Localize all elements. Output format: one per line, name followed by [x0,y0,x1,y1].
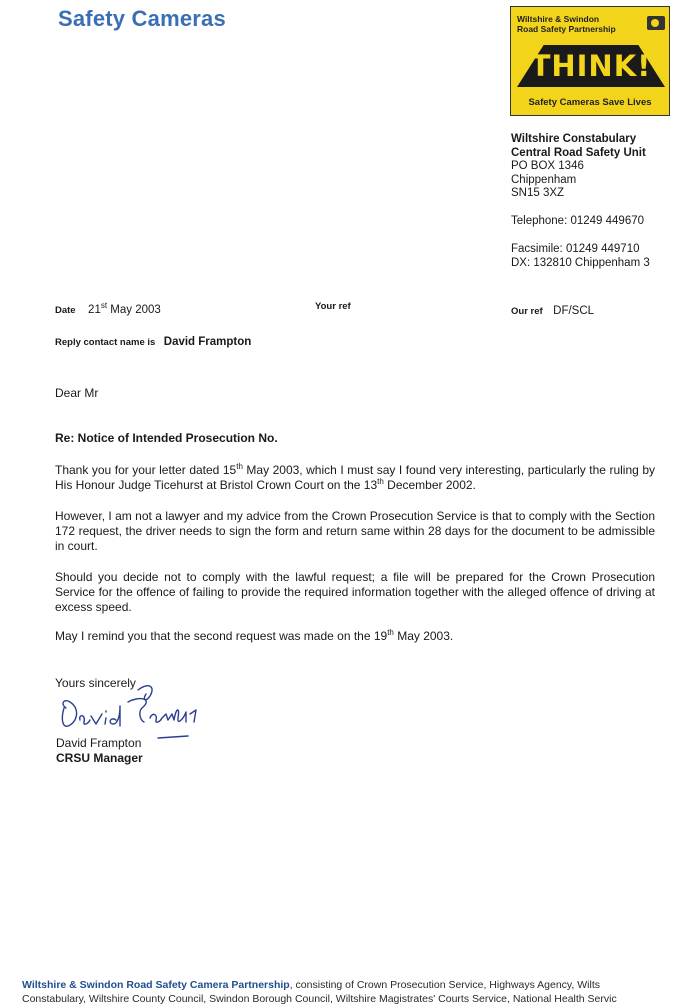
sender-telephone: Telephone: 01249 449670 [511,215,645,227]
logo-think-word: THINK! [530,49,652,83]
footer-line-1: Wiltshire & Swindon Road Safety Camera Partnership, consisting of Crown Prosecution Service, Highways Agency, Wilts [22,979,600,991]
date-value: 21st May 2003 [88,301,161,316]
footer-line-2: Constabulary, Wiltshire County Council, Swindon Borough Council, Wiltshire Magistrates' Courts Service, National Health Servic [22,993,617,1005]
sender-address [511,133,646,201]
signer-title: CRSU Manager [56,751,143,765]
sender-postcode: SN15 3XZ [511,187,565,199]
partnership-logo [510,6,670,116]
footer-partnership-name: Wiltshire & Swindon Road Safety Camera Partnership [22,979,290,991]
logo-line2: Road Safety Partnership [517,24,616,34]
sender-org: Wiltshire Constabulary [511,133,637,145]
paragraph-4: May I remind you that the second request was made on the 19th May 2003. [55,628,454,643]
our-ref-value: DF/SCL [553,305,595,317]
logo-tagline: Safety Cameras Save Lives [528,97,652,108]
footer [22,978,617,1006]
sender-pobox: PO BOX 1346 [511,160,584,172]
signer-name: David Frampton [56,736,142,750]
our-ref [511,301,594,319]
page-title: Safety Cameras [58,6,226,31]
sender-town: Chippenham [511,173,577,186]
reply-label: Reply contact name is [55,337,156,348]
sender-dx: DX: 132810 Chippenham 3 [511,257,650,269]
sender-unit: Central Road Safety Unit [511,146,646,159]
our-ref-label: Our ref [511,306,543,317]
logo-top-text [517,14,616,34]
paragraph-3: Should you decide not to comply with the lawful request; a file will be prepared for the Crown Prosecution Service for the offence of failing to provide the required information together with the alleged offence of driving at excess speed. [55,570,655,614]
date-label: Date [55,305,76,316]
paragraph-2: However, I am not a lawyer and my advice from the Crown Prosecution Service is that to comply with the Section 172 request, the driver needs to sign the form and return same within 28 days for the document to be admissible in court. [55,509,655,553]
paragraph-1: Thank you for your letter dated 15th May 2003, which I must say I found very interesting, particularly the ruling by His Honour Judge Ticehurst at Bristol Crown Court on the 13th December 2002. [55,462,655,492]
logo-line1: Wiltshire & Swindon [517,14,600,24]
camera-icon [647,16,665,30]
sender-facsimile: Facsimile: 01249 449710 [511,243,640,255]
reply-name: David Frampton [163,336,252,348]
salutation: Dear Mr [55,386,99,400]
subject-line: Re: Notice of Intended Prosecution No. [55,431,278,445]
your-ref-label: Your ref [315,301,351,312]
reply-contact [55,332,251,350]
closing: Yours sincerely [55,676,136,690]
date-line [55,300,161,318]
